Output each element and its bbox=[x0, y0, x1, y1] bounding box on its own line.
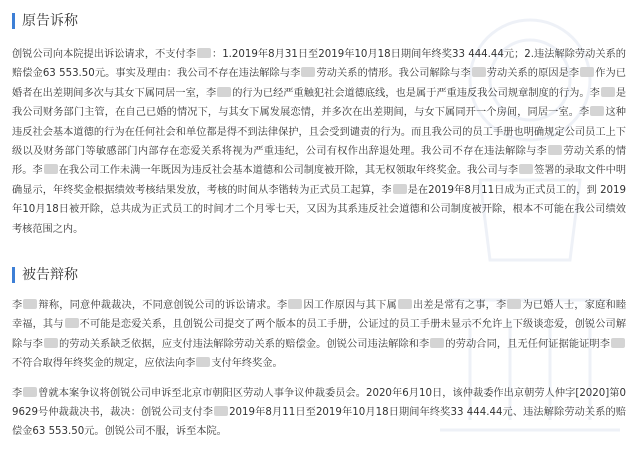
text-run: 在我公司工作未满一年既因为违反社会基本道德和公司制度被开除，其无权领取年终奖金。我公司与李 bbox=[58, 165, 519, 177]
defense-section bbox=[0, 264, 640, 442]
text-run: 签署的录取文件中明确显示，年终奖金根据绩效考核结果发放，考核的时间从李锴转为正式员工起算，李 bbox=[12, 165, 627, 196]
redacted-name bbox=[519, 164, 533, 174]
text-run: 不符合取得年终奖金的规定，应依法向李 bbox=[12, 358, 196, 370]
text-run: 因工作原因与其下属 bbox=[303, 300, 397, 311]
redacted-name bbox=[23, 299, 37, 309]
text-run: 曾就本案争议将创锐公司申诉至北京市朝阳区劳动人事争议仲裁委员会。2020年6月10日，该仲裁委作出京朝劳人仲字[2020]第09629号仲裁裁决书，裁决：创锐公司支付李 bbox=[12, 387, 626, 419]
redacted-name bbox=[472, 67, 486, 77]
redacted-name bbox=[44, 164, 58, 174]
text-run: 为已婚人士，家庭和睦幸福，其与 bbox=[12, 300, 627, 331]
defense-paragraph bbox=[0, 296, 640, 374]
text-run: 的劳动关系缺乏依据，应支付违法解除劳动关系的赔偿金。创锐公司违法解除和李 bbox=[58, 338, 430, 350]
redacted-name bbox=[214, 406, 228, 416]
redacted-name bbox=[548, 145, 562, 155]
redacted-name bbox=[590, 106, 604, 116]
complaint-paragraph bbox=[0, 45, 640, 239]
text-run: 是在2019年8月11日成为正式员工的，到 2019 年10月18日被开除，总共成为正式员工的时间才二个月零七天，又因为其系违反社会道德和公司制度被开除，根本不可能在我公司绩效考核范围之内。 bbox=[12, 184, 626, 235]
redacted-name bbox=[611, 338, 625, 348]
text-run: 这种违反社会基本道德的行为在任何社会和单位都是得不到法律保护，且会受到谴责的行为。而且我公司的员工手册也明确规定公司员工上下级以及财务部门等敏感部门内部存在恋爱关系将视为严重违纪，公司有权作出辞退处理。我公司不存在违法解除与李 bbox=[12, 107, 626, 158]
text-run: 的行为已经严重触犯社会道德底线，也是属于严重违反我公司规章制度的行为。李 bbox=[232, 87, 600, 99]
complaint-section bbox=[0, 10, 640, 239]
redacted-name bbox=[288, 299, 302, 309]
redacted-name bbox=[65, 318, 79, 328]
text-run: 2019年8月11日至2019年10月18日期间年终奖33 444.44元、违法解除劳动关系的赔偿金63 553.50元。创锐公司不服，诉至本院。 bbox=[12, 407, 626, 438]
redacted-name bbox=[23, 387, 37, 397]
section-marker bbox=[12, 267, 15, 283]
text-run: 劳动关系的原因是李 bbox=[486, 68, 580, 80]
redacted-name bbox=[393, 184, 407, 194]
redacted-name bbox=[44, 338, 58, 348]
redacted-name bbox=[196, 357, 210, 367]
text-run: 出差是常有之事，李 bbox=[412, 300, 507, 311]
text-run: 劳动关系的情形。李 bbox=[12, 146, 627, 177]
text-run: 作为已婚者在出差期间多次与其女下属同居一室，李 bbox=[12, 68, 627, 99]
arbitration-paragraph bbox=[0, 384, 640, 442]
text-run: 的劳动合同，且无任何证据能证明李 bbox=[445, 338, 611, 350]
text-run: 劳动关系的情形。我公司解除与李 bbox=[316, 68, 471, 80]
redacted-name bbox=[430, 338, 444, 348]
redacted-name bbox=[601, 87, 615, 97]
text-run: 李 bbox=[12, 387, 23, 399]
text-run: 支付年终奖金。 bbox=[211, 358, 283, 370]
redacted-name bbox=[580, 67, 594, 77]
redacted-name bbox=[301, 67, 315, 77]
text-run: ：1.2019年8月31日至2019年10月18日期间年终奖33 444.44元；2.违法解除劳动关系的赔偿金63 553.50元。事实及理由：我公司不存在违法解除与李 bbox=[12, 49, 626, 80]
complaint-header bbox=[0, 10, 640, 32]
redacted-name bbox=[197, 48, 211, 58]
text-run: 辩称，同意仲裁裁决，不同意创锐公司的诉讼请求。李 bbox=[38, 300, 288, 311]
redacted-name bbox=[507, 299, 521, 309]
section-marker bbox=[12, 13, 15, 29]
defense-header bbox=[0, 264, 640, 286]
text-run: 是我公司财务部门主管，在自己已婚的情况下，与其女下属发展恋情，并多次在出差期间，与女下属同开一个房间，同居一室。李 bbox=[12, 87, 627, 119]
redacted-name bbox=[217, 87, 231, 97]
redacted-name bbox=[398, 299, 412, 309]
text-run: 李 bbox=[12, 300, 23, 311]
text-run: 创锐公司向本院提出诉讼请求，不支付李 bbox=[12, 49, 196, 60]
section-title: 原告诉称 bbox=[22, 13, 78, 29]
section-title: 被告辩称 bbox=[22, 267, 78, 283]
text-run: 不可能是恋爱关系，且创锐公司提交了两个版本的员工手册，公证过的员工手册未显示不允许上下级谈恋爱，创锐公司解除与李 bbox=[12, 319, 627, 350]
